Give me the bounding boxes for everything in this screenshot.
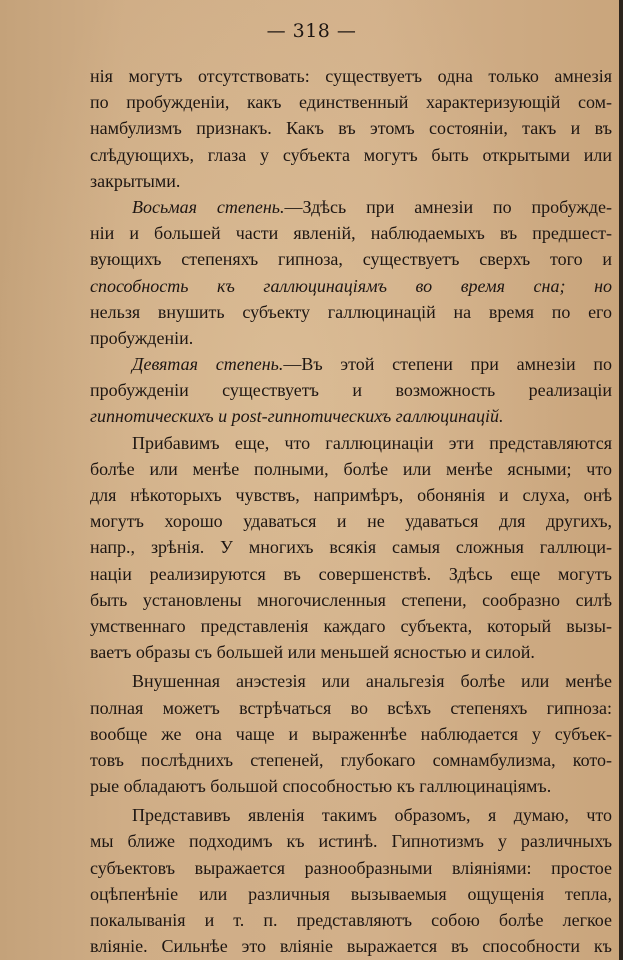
text-line <box>90 351 612 377</box>
text-line: намбулизмъ признакъ. Какъ въ этомъ состояніи, такъ и въ <box>90 118 612 139</box>
text-line: умственнаго представленія каждаго субъекта, который вызы- <box>90 615 612 636</box>
text-line: покалыванія и т. п. представляютъ собою болѣе легкое <box>90 910 612 930</box>
text-line: мы ближе подходимъ къ истинѣ. Гипнотизмъ у различныхъ <box>90 831 612 852</box>
text-line: способность къ галлюцинаціямъ во время сна; но <box>90 275 612 296</box>
paragraph <box>90 430 612 666</box>
text-line: ніи и большей части явленій, наблюдаемыхъ въ предшест- <box>90 223 612 244</box>
text-span: —Здѣсь при амнезіи по пробужде- <box>284 196 612 217</box>
page-number: — 318 — <box>266 20 357 42</box>
text-line: вующихъ степеняхъ гипноза, существуетъ сверхъ того и <box>90 249 612 270</box>
text-line: оцѣпенѣніе или различныя вызываемыя ощущенія тепла, <box>90 883 612 904</box>
text-line: Прибавимъ еще, что галлюцинаціи эти представляются <box>132 432 612 453</box>
text-line: вліяніе. Сильнѣе это вліяніе выражается въ способности къ <box>90 936 612 957</box>
text-line: быть установлены многочисленныя степени, сообразно силѣ <box>90 589 612 610</box>
text-line: закрытыми. <box>90 170 181 191</box>
text-line <box>90 194 612 220</box>
text-line: напр., зрѣнія. У многихъ всякія самыя сложныя галлюци- <box>90 537 612 558</box>
text-line: ваетъ образы съ большей или меньшей ясностью и силой. <box>90 642 535 663</box>
paragraph <box>90 802 612 959</box>
paragraph-ninth-degree <box>90 351 612 430</box>
text-line: пробужденіи существуетъ и возможность реализаціи <box>90 380 612 401</box>
text-line: полная можетъ встрѣчаться во всѣхъ степеняхъ гипноза: <box>90 697 612 718</box>
body-text <box>90 63 612 959</box>
text-line: вообще же она чаще и выраженнѣе наблюдается у субъек- <box>90 723 612 744</box>
text-line: субъектовъ выражается разнообразными вліяніями: простое <box>90 857 612 878</box>
section-heading-eighth-degree: Восьмая степень. <box>132 196 285 217</box>
text-line: слѣдующихъ, глаза у субъекта могутъ быть открытыми или <box>90 144 612 165</box>
text-line: могутъ хорошо удаваться и не удаваться для другихъ, <box>90 511 612 532</box>
text-line: нія могутъ отсутствовать: существуетъ одна только амнезія <box>90 66 612 86</box>
text-line: пробужденіи. <box>90 327 194 348</box>
paragraph <box>90 63 612 194</box>
text-line: Внушенная анэстезія или анальгезія болѣе или менѣе <box>132 671 612 692</box>
text-line: Представивъ явленія такимъ образомъ, я думаю, что <box>132 805 612 826</box>
text-line: націи реализируются въ совершенствѣ. Здѣсь еще могутъ <box>90 563 612 584</box>
text-line: по пробужденіи, какъ единственный характеризующій сом- <box>90 92 612 113</box>
text-line: нельзя внушить субъекту галлюцинацій на время по его <box>90 301 612 322</box>
text-line: гипнотическихъ и post-гипнотическихъ галлюцинацій. <box>90 406 504 427</box>
section-heading-ninth-degree: Девятая степень. <box>132 354 284 375</box>
page-edge-shadow <box>619 0 623 960</box>
text-line: болѣе или менѣе полными, болѣе или менѣе ясными; что <box>90 458 612 479</box>
text-line: рые обладаютъ большой способностью къ галлюцинаціямъ. <box>90 776 552 797</box>
text-span: —Въ этой степени при амнезіи по <box>283 354 612 375</box>
paragraph-eighth-degree <box>90 194 612 351</box>
paragraph <box>90 668 612 799</box>
text-line: для нѣкоторыхъ чувствъ, напримѣръ, обонянія и слуха, онѣ <box>90 485 612 505</box>
text-line: товъ послѣднихъ степеней, глубокаго сомнамбулизма, кото- <box>90 749 612 770</box>
